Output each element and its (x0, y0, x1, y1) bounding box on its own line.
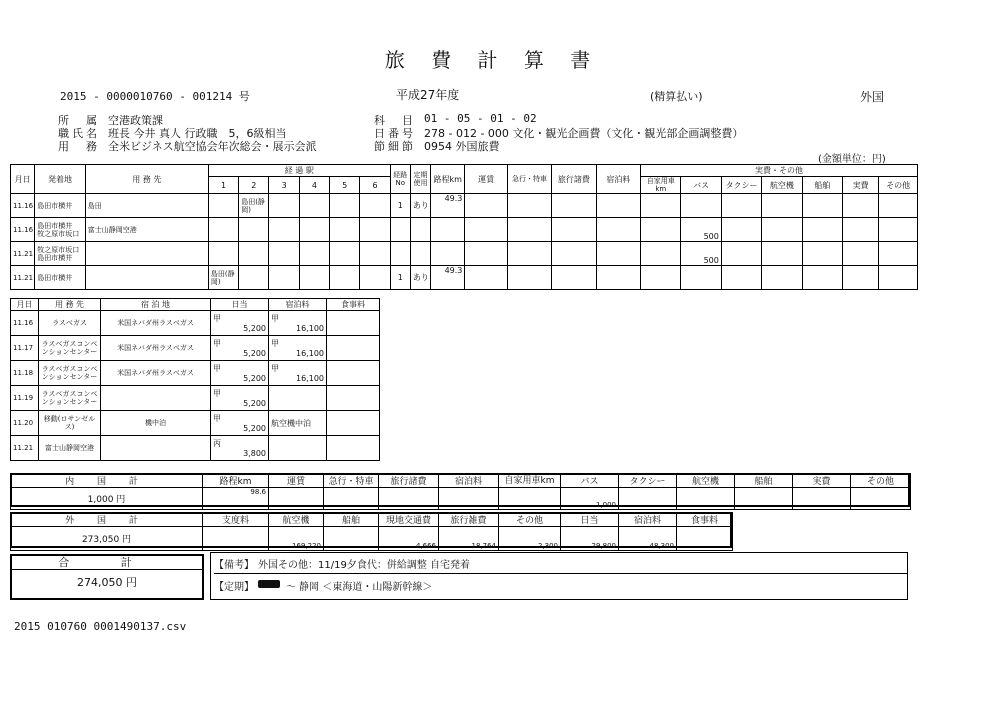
route-station-3 (269, 194, 299, 218)
distance-km (431, 218, 465, 242)
real (843, 194, 879, 218)
meal-fee (327, 411, 380, 436)
ship (802, 194, 842, 218)
fiscal-year: 平成27年度 (396, 88, 460, 102)
col-task: 用 務 先 (85, 165, 208, 194)
foreign-header: 旅行雑費 (439, 513, 499, 527)
remarks-divider (214, 573, 908, 574)
route-number (390, 242, 410, 266)
daily-allowance-cell (211, 436, 269, 461)
daily-grade: 甲 (213, 314, 221, 323)
domestic-header: タクシー (619, 474, 677, 488)
domestic-header: 路程km (203, 474, 269, 488)
express (507, 242, 551, 266)
air (762, 242, 802, 266)
footer-filename: 2015 010760 0001490137.csv (14, 620, 187, 633)
lodging (596, 266, 640, 290)
route-station-4 (299, 218, 329, 242)
foreign-value: 18,764 (439, 527, 499, 551)
daily-allowance-cell (211, 386, 269, 411)
lodging-date: 11.17 (11, 336, 39, 361)
car-km (641, 218, 681, 242)
express (507, 218, 551, 242)
route-station-4 (299, 242, 329, 266)
taxi (721, 194, 761, 218)
lodging-date: 11.21 (11, 436, 39, 461)
col-car: 自家用車km (641, 177, 681, 194)
domestic-value (851, 488, 911, 510)
subject-value: 01 - 05 - 01 - 02 (424, 112, 537, 125)
foreign-value: 29,800 (561, 527, 619, 551)
lodging-row (11, 361, 380, 386)
daily-allowance-cell (211, 311, 269, 336)
lodging-row (11, 436, 380, 461)
dept-label: 所 属 (58, 114, 100, 127)
domestic-label: 内 国 計 (11, 474, 203, 488)
lodging-fee-cell (269, 411, 327, 436)
daily-allowance-cell (211, 336, 269, 361)
air (762, 218, 802, 242)
foreign-header: 支度料 (203, 513, 269, 527)
lodging-grade: 甲 (271, 364, 279, 373)
route-station-1 (208, 242, 238, 266)
fare (465, 266, 507, 290)
col-real: 実費 (843, 177, 879, 194)
lodging-fee-cell (269, 361, 327, 386)
travel-task (85, 266, 208, 290)
lodging-place: 機中泊 (101, 411, 211, 436)
lodging-fee-cell (269, 436, 327, 461)
commuter-use: あり (410, 266, 430, 290)
domestic-header: 運賃 (269, 474, 324, 488)
misc (552, 218, 596, 242)
commuter-use (410, 218, 430, 242)
col-bus: バス (681, 177, 721, 194)
col-ship: 船舶 (802, 177, 842, 194)
col-express: 急行・特車 (507, 165, 551, 194)
lodging-row (11, 411, 380, 436)
route-station-6 (360, 194, 390, 218)
foreign-value (203, 527, 269, 551)
travel-date: 11.21 (11, 266, 35, 290)
section-value: 0954 外国旅費 (424, 140, 500, 153)
misc (552, 266, 596, 290)
travel-task: 富士山静岡空港 (85, 218, 208, 242)
day-number-label: 日番号 (374, 127, 416, 140)
lodging-row (11, 336, 380, 361)
lodging-task: 富士山静岡空港 (39, 436, 101, 461)
foreign-header: 食事料 (677, 513, 733, 527)
overseas-label: 外国 (860, 90, 885, 104)
col-air: 航空機 (762, 177, 802, 194)
col-taxi: タクシー (721, 177, 761, 194)
col-station-3: 3 (269, 177, 299, 194)
lodging-col-task: 用 務 先 (39, 299, 101, 311)
lodging-grade: 甲 (271, 314, 279, 323)
fare (465, 242, 507, 266)
lodging-task: ラスベガスコンベンションセンター (39, 336, 101, 361)
lodging-fee-cell (269, 311, 327, 336)
col-other: その他 (879, 177, 918, 194)
redaction-mark (258, 580, 280, 588)
daily-allowance-cell (211, 361, 269, 386)
travel-from (35, 218, 85, 242)
foreign-header: 宿泊料 (619, 513, 677, 527)
domestic-header: 自家用車km (499, 474, 561, 488)
route-station-2 (239, 266, 269, 290)
foreign-value (324, 527, 379, 551)
meal-fee (327, 311, 380, 336)
foreign-value: 169,220 (269, 527, 324, 551)
col-station-1: 1 (208, 177, 238, 194)
lodging-task: ラスベガスコンベンションセンター (39, 386, 101, 411)
route-station-5 (330, 194, 360, 218)
travel-from (35, 194, 85, 218)
domestic-header: 旅行諸費 (379, 474, 439, 488)
route-station-3 (269, 266, 299, 290)
remarks-text: 外国その他：11/19夕食代：併給調整 自宅発着 (258, 560, 470, 571)
route-station-2: 島田(静岡) (239, 194, 269, 218)
route-station-2 (239, 218, 269, 242)
taxi (721, 266, 761, 290)
fare (465, 218, 507, 242)
name-label: 職氏名 (58, 127, 100, 140)
col-from: 発着地 (35, 165, 85, 194)
domestic-header: 急行・特車 (324, 474, 379, 488)
document-title: 旅 費 計 算 書 (384, 48, 601, 72)
route-number: 1 (390, 194, 410, 218)
travel-row (11, 218, 918, 242)
domestic-value (793, 488, 851, 510)
express (507, 194, 551, 218)
lodging-task: ラスベガスコンベンションセンター (39, 361, 101, 386)
domestic-value: 1,000 (561, 488, 619, 510)
daily-grade: 甲 (213, 414, 221, 423)
lodging-place (101, 436, 211, 461)
route-station-5 (330, 266, 360, 290)
lodging-row (11, 386, 380, 411)
from-line-2: 牧之原市坂口 (37, 229, 80, 238)
from-line-2: 島田市横井 (37, 201, 73, 210)
domestic-value (324, 488, 379, 510)
domestic-total: 1,000 円 (11, 488, 203, 510)
car-km (641, 242, 681, 266)
col-lodging: 宿泊料 (596, 165, 640, 194)
purpose-value: 全米ビジネス航空協会年次総会・展示会派 (108, 140, 317, 153)
col-km: 路程km (431, 165, 465, 194)
express (507, 266, 551, 290)
col-route: 経 過 駅 (208, 165, 390, 177)
foreign-total-table (10, 512, 733, 551)
route-station-3 (269, 218, 299, 242)
dept-value: 空港政策課 (108, 114, 163, 127)
foreign-header: 船舶 (324, 513, 379, 527)
domestic-header: 航空機 (677, 474, 735, 488)
pass-text: ～ 静岡 ＜東海道・山陽新幹線＞ (286, 582, 433, 593)
travel-date: 11.21 (11, 242, 35, 266)
route-station-6 (360, 218, 390, 242)
route-station-5 (330, 218, 360, 242)
foreign-header: その他 (499, 513, 561, 527)
domestic-total-table (10, 473, 911, 510)
daily-grade: 丙 (213, 439, 221, 448)
daily-amount: 5,200 (243, 349, 266, 358)
from-line-1: 牧之原市坂口 (37, 245, 80, 254)
travel-from (35, 242, 85, 266)
unit-note: (金額単位：円) (818, 154, 886, 165)
other (879, 242, 918, 266)
travel-row (11, 266, 918, 290)
domestic-value (269, 488, 324, 510)
travel-date: 11.16 (11, 194, 35, 218)
route-number (390, 218, 410, 242)
foreign-value: 2,300 (499, 527, 561, 551)
commuter-use (410, 242, 430, 266)
lodging-grade: 甲 (271, 339, 279, 348)
daily-amount: 3,800 (243, 449, 266, 458)
lodging (596, 242, 640, 266)
lodging-col-lodging: 宿泊料 (269, 299, 327, 311)
grand-total-value: 274,050 円 (77, 576, 137, 589)
col-route-no: 経路No (390, 165, 410, 194)
domestic-value (677, 488, 735, 510)
lodging-col-daily: 日当 (211, 299, 269, 311)
misc (552, 194, 596, 218)
foreign-value: 48,300 (619, 527, 677, 551)
ship (802, 218, 842, 242)
settlement-type: (精算払い) (650, 90, 703, 103)
real (843, 242, 879, 266)
remarks-label: 【備考】 (214, 560, 254, 571)
car-km (641, 266, 681, 290)
domestic-header: バス (561, 474, 619, 488)
domestic-value (439, 488, 499, 510)
lodging-amount: 16,100 (296, 349, 324, 358)
lodging-task: 移動(ロサンゼルス) (39, 411, 101, 436)
route-station-4 (299, 194, 329, 218)
daily-grade: 甲 (213, 339, 221, 348)
col-station-5: 5 (330, 177, 360, 194)
domestic-value (499, 488, 561, 510)
route-station-2 (239, 242, 269, 266)
domestic-header: 実費 (793, 474, 851, 488)
daily-amount: 5,200 (243, 399, 266, 408)
commuter-use: あり (410, 194, 430, 218)
lodging-row (11, 311, 380, 336)
daily-amount: 5,200 (243, 374, 266, 383)
other (879, 266, 918, 290)
other (879, 194, 918, 218)
col-fare: 運賃 (465, 165, 507, 194)
pass-label: 【定期】 (214, 582, 254, 593)
name-value: 班長 今井 真人 行政職 5，6級相当 (108, 127, 287, 140)
col-date: 月日 (11, 165, 35, 194)
lodging-col-place: 宿 泊 地 (101, 299, 211, 311)
distance-km: 49.3 (431, 266, 465, 290)
col-station-2: 2 (239, 177, 269, 194)
foreign-total: 273,050 円 (11, 527, 203, 551)
travel-row (11, 194, 918, 218)
travel-task (85, 242, 208, 266)
foreign-label: 外 国 計 (11, 513, 203, 527)
domestic-value (379, 488, 439, 510)
subject-label: 科 目 (374, 114, 416, 127)
ship (802, 266, 842, 290)
taxi (721, 218, 761, 242)
lodging-task: ラスベガス (39, 311, 101, 336)
meal-fee (327, 336, 380, 361)
lodging-amount: 16,100 (296, 374, 324, 383)
air (762, 194, 802, 218)
foreign-header: 現地交通費 (379, 513, 439, 527)
travel-from (35, 266, 85, 290)
section-label: 節細節 (374, 140, 416, 153)
foreign-value: 4,666 (379, 527, 439, 551)
daily-amount: 5,200 (243, 324, 266, 333)
taxi (721, 242, 761, 266)
meal-fee (327, 386, 380, 411)
real (843, 218, 879, 242)
col-commuter: 定期使用 (410, 165, 430, 194)
lodging-place: 米国ネバダ州ラスベガス (101, 361, 211, 386)
col-misc: 旅行諸費 (552, 165, 596, 194)
grand-total-label: 合 計 (10, 554, 204, 570)
fare (465, 194, 507, 218)
col-station-6: 6 (360, 177, 390, 194)
route-station-5 (330, 242, 360, 266)
route-station-6 (360, 242, 390, 266)
real (843, 266, 879, 290)
meal-fee (327, 361, 380, 386)
travel-route-table (10, 164, 918, 290)
domestic-value (735, 488, 793, 510)
other (879, 218, 918, 242)
domestic-value (619, 488, 677, 510)
domestic-header: その他 (851, 474, 911, 488)
lodging-table (10, 298, 380, 461)
route-station-3 (269, 242, 299, 266)
distance-km: 49.3 (431, 194, 465, 218)
daily-grade: 甲 (213, 389, 221, 398)
misc (552, 242, 596, 266)
lodging (596, 194, 640, 218)
bus-fare (681, 194, 721, 218)
foreign-value (677, 527, 733, 551)
col-station-4: 4 (299, 177, 329, 194)
lodging-date: 11.16 (11, 311, 39, 336)
daily-allowance-cell (211, 411, 269, 436)
lodging-fee-cell (269, 386, 327, 411)
document-id: 2015 - 0000010760 - 001214 号 (60, 90, 250, 103)
air (762, 266, 802, 290)
meal-fee (327, 436, 380, 461)
foreign-header: 日当 (561, 513, 619, 527)
route-station-1 (208, 194, 238, 218)
route-station-1 (208, 218, 238, 242)
lodging-date: 11.19 (11, 386, 39, 411)
travel-task: 島田 (85, 194, 208, 218)
bus-fare: 500 (681, 218, 721, 242)
ship (802, 242, 842, 266)
lodging-fee-cell (269, 336, 327, 361)
lodging-date: 11.18 (11, 361, 39, 386)
lodging-place: 米国ネバダ州ラスベガス (101, 336, 211, 361)
daily-grade: 甲 (213, 364, 221, 373)
bus-fare: 500 (681, 242, 721, 266)
lodging-place (101, 386, 211, 411)
lodging-date: 11.20 (11, 411, 39, 436)
from-line-2: 島田市横井 (37, 253, 73, 262)
from-line-1: 島田市横井 (37, 221, 73, 230)
route-station-4 (299, 266, 329, 290)
foreign-header: 航空機 (269, 513, 324, 527)
lodging-place: 米国ネバダ州ラスベガス (101, 311, 211, 336)
domestic-header: 船舶 (735, 474, 793, 488)
lodging-col-date: 月日 (11, 299, 39, 311)
day-number-value: 278 - 012 - 000 文化・観光企画費（文化・観光部企画調整費） (424, 127, 744, 140)
bus-fare (681, 266, 721, 290)
from-line-1: 島田市横井 (37, 273, 73, 282)
domestic-value: 98.6 (203, 488, 269, 510)
travel-row (11, 242, 918, 266)
route-number: 1 (390, 266, 410, 290)
car-km (641, 194, 681, 218)
route-station-1: 島田(静岡) (208, 266, 238, 290)
purpose-label: 用 務 (58, 140, 100, 153)
daily-amount: 5,200 (243, 424, 266, 433)
lodging-col-meal: 食事料 (327, 299, 380, 311)
travel-date: 11.16 (11, 218, 35, 242)
lodging-amount: 航空機中泊 (271, 418, 311, 428)
domestic-header: 宿泊料 (439, 474, 499, 488)
lodging (596, 218, 640, 242)
route-station-6 (360, 266, 390, 290)
col-actual: 実費・その他 (641, 165, 918, 177)
distance-km (431, 242, 465, 266)
lodging-amount: 16,100 (296, 324, 324, 333)
